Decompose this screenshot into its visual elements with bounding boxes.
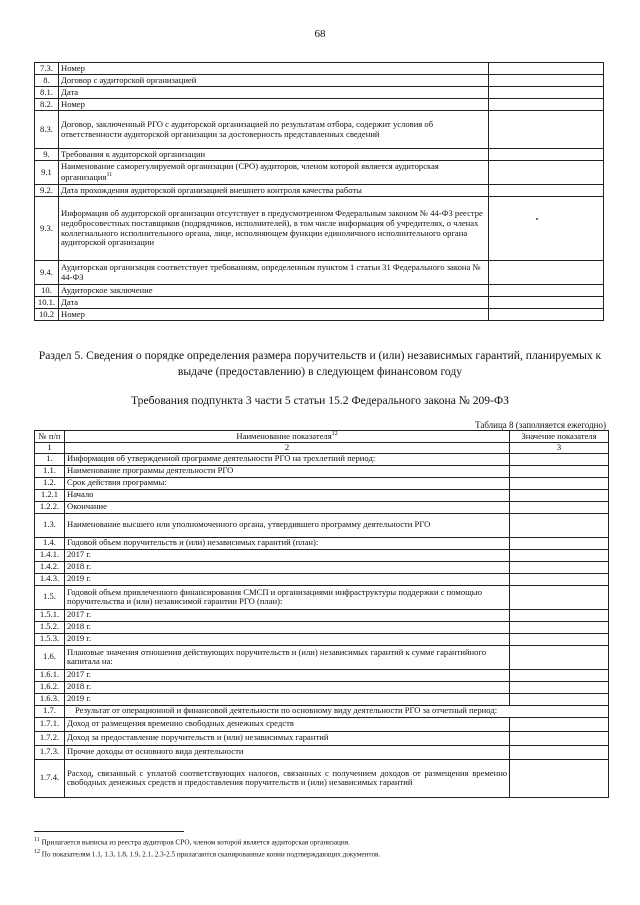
table-row <box>35 309 604 321</box>
table-row <box>35 609 609 621</box>
header-name: Наименование показателя$^{12}$ <box>64 431 509 443</box>
row-text: Результат от операционной и финансовой деятельности по основному виду деятельности РГО за отчетный период: <box>64 705 608 717</box>
row-number: 9. <box>35 149 59 161</box>
row-value[interactable] <box>510 681 609 693</box>
program-table <box>34 430 609 798</box>
table-row <box>35 197 604 261</box>
table-row <box>35 549 609 561</box>
row-number: 7.3. <box>35 63 59 75</box>
row-value[interactable] <box>510 489 609 501</box>
row-text: 2019 г. <box>64 693 509 705</box>
row-number: 1.7. <box>35 705 65 717</box>
row-number: 1.6. <box>35 645 65 669</box>
row-number: 1.7.2. <box>35 731 65 745</box>
row-text: Годовой объем поручительств и (или) независимых гарантий (план): <box>64 537 509 549</box>
row-text: 2017 г. <box>64 609 509 621</box>
row-number: 1.1. <box>35 465 65 477</box>
table-row <box>35 681 609 693</box>
row-number: 1.4.2. <box>35 561 65 573</box>
row-text: Аудиторская организация соответствует требованиям, определенным пунктом 1 статьи 31 Федерального закона № 44-ФЗ <box>58 261 488 285</box>
section-5-heading: Раздел 5. Сведения о порядке определения размера поручительств и (или) независимых гарантий, планируемых к выдаче (предоставлению) в следующем финансовом году <box>38 349 602 379</box>
table-row <box>35 693 609 705</box>
table-row <box>35 453 609 465</box>
row-value[interactable] <box>510 633 609 645</box>
row-value[interactable] <box>489 309 604 321</box>
row-value[interactable] <box>510 717 609 731</box>
row-text: 2018 г. <box>64 681 509 693</box>
row-number: 8. <box>35 75 59 87</box>
row-value[interactable] <box>489 75 604 87</box>
table-row <box>35 537 609 549</box>
row-number: 9.3. <box>35 197 59 261</box>
row-text: 2019 г. <box>64 573 509 585</box>
row-value[interactable] <box>510 621 609 633</box>
row-value[interactable] <box>510 609 609 621</box>
requirements-text: Требования подпункта 3 части 5 статьи 15.2 Федерального закона № 209-ФЗ <box>131 394 509 407</box>
table-row <box>35 731 609 745</box>
row-text: Наименование программы деятельности РГО <box>64 465 509 477</box>
table-row <box>35 501 609 513</box>
row-value[interactable] <box>510 645 609 669</box>
table-row <box>35 161 604 185</box>
row-value[interactable] <box>489 297 604 309</box>
table-8-caption: Таблица 8 (заполняется ежегодно) <box>475 420 606 430</box>
row-value[interactable] <box>489 261 604 285</box>
row-value[interactable] <box>510 513 609 537</box>
row-number: 10.2 <box>35 309 59 321</box>
header-number-3: 3 <box>510 443 609 454</box>
table-row <box>35 63 604 75</box>
row-value[interactable] <box>489 63 604 75</box>
table-row <box>35 745 609 759</box>
table-row <box>35 489 609 501</box>
footnote: $^{12}$ По показателям 1.1, 1.3, 1.8, 1.9, 2.1, 2.3-2.5 прилагаются сканированные копии подтверждающих документов. <box>34 848 381 859</box>
table-row <box>35 633 609 645</box>
row-value[interactable] <box>510 561 609 573</box>
row-value[interactable] <box>510 501 609 513</box>
table-row <box>35 285 604 297</box>
table-row <box>35 185 604 197</box>
row-text: Информация об аудиторской организации отсутствует в предусмотренном Федеральным законом № 44-ФЗ реестре недобросовестных поставщиков (подрядчиков, исполнителей), в том числе информация об учредителях, о членах коллегиального исполнительного органа, лице, исполняющем функции единоличного исполнительного органа аудиторской организации <box>58 197 488 261</box>
row-text: Наименование саморегулируемой организации (СРО) аудиторов, членом которой является аудиторская организация$^{11}$ <box>58 161 488 185</box>
row-number: 1. <box>35 453 65 465</box>
row-value[interactable] <box>489 111 604 149</box>
row-value[interactable] <box>489 161 604 185</box>
row-text: Дата <box>58 297 488 309</box>
row-number: 1.5. <box>35 585 65 609</box>
row-number: 1.6.3. <box>35 693 65 705</box>
table-row <box>35 705 609 717</box>
row-value[interactable] <box>510 745 609 759</box>
table-row <box>35 149 604 161</box>
header-number-1: 1 <box>35 443 65 454</box>
row-number: 1.5.3. <box>35 633 65 645</box>
header-num: № п/п <box>35 431 65 443</box>
row-number: 8.1. <box>35 87 59 99</box>
row-value[interactable] <box>489 285 604 297</box>
row-text: Расход, связанный с уплатой соответствующих налогов, связанных с получением доходов от размещения временно свободных денежных средств и предоставления поручительств и (или) независимых гарантий <box>64 759 509 797</box>
row-text: Требования к аудиторской организации <box>58 149 488 161</box>
table-row <box>35 585 609 609</box>
row-text: Договор с аудиторской организацией <box>58 75 488 87</box>
row-value[interactable] <box>510 669 609 681</box>
row-number: 9.1 <box>35 161 59 185</box>
row-number: 1.2.1 <box>35 489 65 501</box>
table-row <box>35 465 609 477</box>
footnotes <box>34 836 606 860</box>
row-text: 2017 г. <box>64 669 509 681</box>
row-text: Аудиторское заключение <box>58 285 488 297</box>
row-text: 2018 г. <box>64 561 509 573</box>
footnote-separator <box>34 831 184 832</box>
table-row <box>35 513 609 537</box>
row-number: 9.2. <box>35 185 59 197</box>
row-number: 1.3. <box>35 513 65 537</box>
table-row <box>35 297 604 309</box>
table-row <box>35 717 609 731</box>
table-row <box>35 669 609 681</box>
table-row <box>35 477 609 489</box>
table-row <box>35 75 604 87</box>
row-text: Окончание <box>64 501 509 513</box>
row-text: Годовой объем привлеченного финансирования СМСП и организациями инфраструктуры поддержки с помощью поручительства и (или) независимой гарантии РГО (план): <box>64 585 509 609</box>
row-number: 1.2. <box>35 477 65 489</box>
header-number-2: 2 <box>64 443 509 454</box>
row-value[interactable] <box>489 87 604 99</box>
table-row <box>35 561 609 573</box>
row-text: Договор, заключенный РГО с аудиторской организацией по результатам отбора, содержит условия об ответственности аудиторской организации за достоверность представленных сведений <box>58 111 488 149</box>
row-value[interactable] <box>489 185 604 197</box>
row-value[interactable] <box>510 573 609 585</box>
table-row <box>35 573 609 585</box>
row-value[interactable] <box>510 731 609 745</box>
row-value[interactable] <box>489 99 604 111</box>
row-value[interactable] <box>489 149 604 161</box>
table-row <box>35 621 609 633</box>
row-text: Начало <box>64 489 509 501</box>
row-text: 2018 г. <box>64 621 509 633</box>
row-text: Дата <box>58 87 488 99</box>
row-text: Доход от размещения временно свободных денежных средств <box>64 717 509 731</box>
table-row <box>35 759 609 797</box>
table-row <box>35 645 609 669</box>
row-value[interactable] <box>510 537 609 549</box>
row-number: 10.1. <box>35 297 59 309</box>
row-value[interactable] <box>489 197 604 261</box>
row-number: 8.2. <box>35 99 59 111</box>
row-number: 1.7.3. <box>35 745 65 759</box>
scan-dot <box>536 218 538 220</box>
row-text: Прочие доходы от основного вида деятельности <box>64 745 509 759</box>
row-number: 1.4.1. <box>35 549 65 561</box>
row-number: 8.3. <box>35 111 59 149</box>
header-value: Значение показателя <box>510 431 609 443</box>
row-value[interactable] <box>510 759 609 797</box>
row-number: 1.6.2. <box>35 681 65 693</box>
row-number: 1.7.1. <box>35 717 65 731</box>
footnote: $^{11}$ Прилагается выписка из реестра аудиторов СРО, членом которой является аудиторская организация. <box>34 837 350 847</box>
row-text: 2017 г. <box>64 549 509 561</box>
row-number: 1.7.4. <box>35 759 65 797</box>
row-number: 1.6.1. <box>35 669 65 681</box>
row-text: Доход за предоставление поручительств и (или) независимых гарантий <box>64 731 509 745</box>
row-value[interactable] <box>510 477 609 489</box>
table-row <box>35 261 604 285</box>
row-value[interactable] <box>510 549 609 561</box>
row-number: 1.5.1. <box>35 609 65 621</box>
row-text: Дата прохождения аудиторской организацией внешнего контроля качества работы <box>58 185 488 197</box>
row-number: 9.4. <box>35 261 59 285</box>
row-value[interactable] <box>510 585 609 609</box>
table-row <box>35 99 604 111</box>
row-text: Наименование высшего или уполномоченного органа, утвердившего программу деятельности РГО <box>64 513 509 537</box>
row-text: Номер <box>58 309 488 321</box>
row-text: Плановые значения отношения действующих поручительств и (или) независимых гарантий к сумме гарантийного капитала на: <box>64 645 509 669</box>
table-row <box>35 111 604 149</box>
row-value[interactable] <box>510 453 609 465</box>
row-text: 2019 г. <box>64 633 509 645</box>
table-row <box>35 87 604 99</box>
row-text: Информация об утвержденной программе деятельности РГО на трехлетний период: <box>64 453 509 465</box>
row-number: 1.4.3. <box>35 573 65 585</box>
row-number: 1.2.2. <box>35 501 65 513</box>
row-value[interactable] <box>510 693 609 705</box>
page-number: 68 <box>314 28 326 40</box>
row-number: 1.4. <box>35 537 65 549</box>
row-number: 10. <box>35 285 59 297</box>
audit-table <box>34 62 604 321</box>
row-text: Номер <box>58 99 488 111</box>
row-text: Номер <box>58 63 488 75</box>
row-number: 1.5.2. <box>35 621 65 633</box>
row-value[interactable] <box>510 465 609 477</box>
row-text: Срок действия программы: <box>64 477 509 489</box>
